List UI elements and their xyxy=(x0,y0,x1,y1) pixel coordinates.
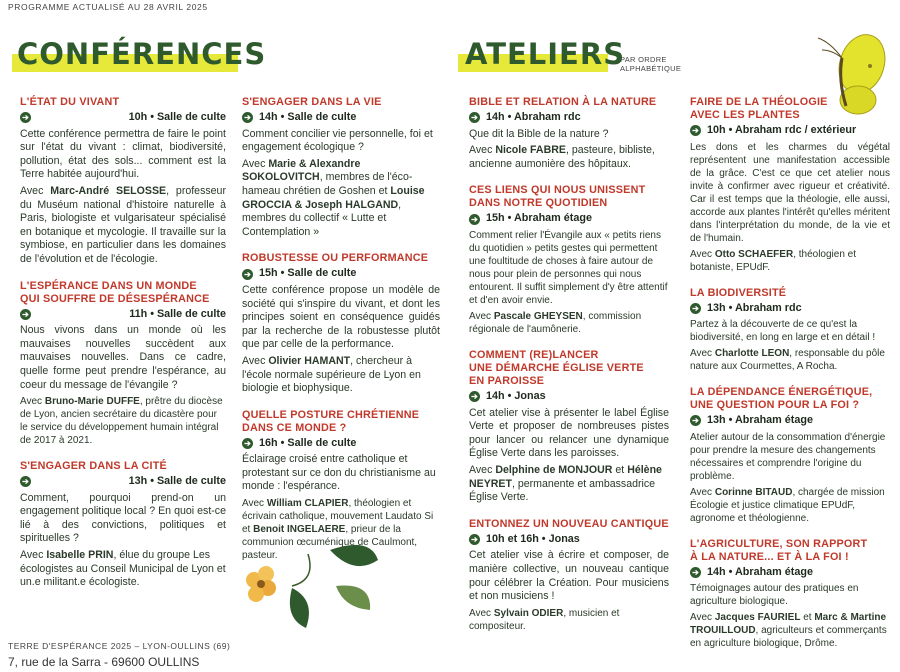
session-time: ➔ 14h • Jonas xyxy=(469,390,669,404)
arrow-icon: ➔ xyxy=(690,415,701,426)
session-time: ➔ 16h • Salle de culte xyxy=(242,437,440,451)
session-title: ENTONNEZ UN NOUVEAU CANTIQUE xyxy=(469,517,669,530)
conference-posture-chretienne xyxy=(242,409,440,562)
arrow-icon: ➔ xyxy=(469,391,480,402)
conference-robustesse xyxy=(242,252,440,395)
session-speakers: Avec Isabelle PRIN, élue du groupe Les écologistes au Conseil Municipal de Lyon et un.e militant.e écologiste. xyxy=(20,549,226,589)
session-speakers: Avec Sylvain ODIER, musicien et compositeur. xyxy=(469,607,620,632)
atelier-dependance-energetique xyxy=(690,386,890,525)
arrow-icon: ➔ xyxy=(469,534,480,545)
session-speakers: Avec Marc-André SELOSSE, professeur du Muséum national d'histoire naturelle à Paris, biologiste et vulgarisateur spécialisé en botanique et mycologie. Il travaille sur la symbiose, en particulier dans les domaines de l'évolution et de l'écologie. xyxy=(20,184,226,265)
session-description: Cet atelier vise à présenter le label Église Verte et proposer de nombreuses pistes pour lancer ou relancer une dynamique Église Verte dans les paroisses. xyxy=(469,406,669,460)
atelier-bible-nature xyxy=(469,96,669,171)
session-time: ➔ 11h • Salle de culte xyxy=(20,308,226,322)
session-time: ➔ 13h • Salle de culte xyxy=(20,475,226,489)
atelier-liens-quotidien xyxy=(469,184,669,336)
ateliers-column-2 xyxy=(690,96,890,663)
session-time: ➔ 13h • Abraham rdc xyxy=(690,302,890,316)
session-title: BIBLE ET RELATION À LA NATURE xyxy=(469,96,657,108)
ateliers-order-note: PAR ORDRE ALPHABÉTIQUE xyxy=(620,55,682,73)
session-time: ➔ 10h • Salle de culte xyxy=(20,111,226,125)
arrow-icon: ➔ xyxy=(690,567,701,578)
session-speakers: Avec Delphine de MONJOUR et Hélène NEYRET, permanente et ambassadrice Église Verte. xyxy=(469,463,662,504)
session-speakers: Avec Nicole FABRE, pasteure, bibliste, ancienne aumonière des hôpitaux. xyxy=(469,144,655,170)
session-time: ➔ 15h • Abraham étage xyxy=(469,212,669,226)
conference-engager-vie xyxy=(242,96,440,239)
ateliers-title: ATELIERS xyxy=(465,37,626,71)
session-description: Comment relier l'Évangile aux « petits riens du quotidien » petits gestes qui permettent une foultitude de choses à faire autour de nous pour plein de personnes qui nous entourent. Il suffit simplement d'y être attentif et d'en avoir envie. xyxy=(469,229,668,306)
session-time: ➔ 14h • Abraham étage xyxy=(690,566,890,580)
session-description: Éclairage croisé entre catholique et protestant sur ce don du christianisme au monde : l'espérance. xyxy=(242,453,436,493)
session-description: Partez à la découverte de ce qu'est la biodiversité, en long en large et en détail ! xyxy=(690,319,876,344)
session-speakers: Avec Jacques FAURIEL et Marc & Martine TROUILLOUD, agriculteurs et commerçants en agriculture biologique, Drôme. xyxy=(690,612,887,650)
atelier-cantique xyxy=(469,518,669,633)
conferences-column-1 xyxy=(20,96,226,603)
conferences-column-2 xyxy=(242,96,440,575)
session-time: ➔ 10h et 16h • Jonas xyxy=(469,533,669,547)
atelier-eglise-verte xyxy=(469,349,669,505)
session-speakers: Avec Corinne BITAUD, chargée de mission Écologie et justice climatique EPUdF, agronome et théologienne. xyxy=(690,486,885,524)
session-time: ➔ 14h • Salle de culte xyxy=(242,111,440,125)
session-description: Cette conférence permettra de faire le point sur l'état du vivant : climat, biodiversité, pollution, état des sols... comment est la Terre habitée aujourd'hui. xyxy=(20,127,226,181)
atelier-theologie-plantes xyxy=(690,96,890,274)
update-note: PROGRAMME ACTUALISÉ AU 28 AVRIL 2025 xyxy=(8,2,208,12)
conference-engager-cite xyxy=(20,460,226,590)
atelier-biodiversite xyxy=(690,287,890,374)
session-description: Comment, pourquoi prend-on un engagement politique local ? En quoi est-ce lié à des convictions, politiques et spirituelles ? xyxy=(20,491,226,545)
session-title: L'AGRICULTURE, SON RAPPORT À LA NATURE... ET À LA FOI ! xyxy=(690,537,868,563)
session-title: ROBUSTESSE OU PERFORMANCE xyxy=(242,252,429,265)
session-time: ➔ 10h • Abraham rdc / extérieur xyxy=(690,124,890,138)
session-title: QUELLE POSTURE CHRÉTIENNE DANS CE MONDE ? xyxy=(242,408,420,434)
session-description: Nous vivons dans un monde où les mauvaises nouvelles succèdent aux mauvaises nouvelles. Dans ce cadre, quelle forme peut prendre l'espérance, au coeur du message de l'évangile ? xyxy=(20,324,226,391)
session-title: S'ENGAGER DANS LA CITÉ xyxy=(20,460,167,473)
arrow-icon: ➔ xyxy=(690,303,701,314)
arrow-icon: ➔ xyxy=(469,112,480,123)
footer-event-name: TERRE D'ESPÉRANCE 2025 – LYON-OULLINS (69) xyxy=(8,641,231,651)
session-description: Atelier autour de la consommation d'énergie pour prendre la mesure des changements nécessaires et comprendre l'origine du problème. xyxy=(690,431,886,482)
session-time: ➔ 15h • Salle de culte xyxy=(242,267,440,281)
arrow-icon: ➔ xyxy=(20,112,31,123)
session-description: Que dit la Bible de la nature ? xyxy=(469,127,609,140)
session-speakers: Avec Bruno-Marie DUFFE, prêtre du diocèse de Lyon, ancien secrétaire du dicastère pour le service du développement humain intégral de 2017 à 2021. xyxy=(20,396,223,447)
session-title: COMMENT (RE)LANCER UNE DÉMARCHE ÉGLISE VERTE EN PAROISSE xyxy=(469,348,644,387)
atelier-agriculture xyxy=(690,538,890,651)
conferences-title: CONFÉRENCES xyxy=(17,37,267,71)
arrow-icon: ➔ xyxy=(20,476,31,487)
footer-address: 7, rue de la Sarra - 69600 OULLINS xyxy=(8,655,200,669)
session-speakers: Avec Pascale GHEYSEN, commission régionale de l'aumônerie. xyxy=(469,310,642,335)
session-title: LA DÉPENDANCE ÉNERGÉTIQUE, UNE QUESTION POUR LA FOI ? xyxy=(690,386,873,412)
session-description: Comment concilier vie personnelle, foi et engagement écologique ? xyxy=(242,127,433,154)
session-speakers: Avec Charlotte LEON, responsable du pôle nature aux Courmettes, A Rocha. xyxy=(690,348,885,373)
arrow-icon: ➔ xyxy=(469,214,480,225)
session-speakers: Avec Olivier HAMANT, chercheur à l'école normale supérieure de Lyon en biologie et biophysique. xyxy=(242,354,421,395)
session-time: ➔ 14h • Abraham rdc xyxy=(469,111,669,125)
session-title: CES LIENS QUI NOUS UNISSENT DANS NOTRE QUOTIDIEN xyxy=(469,184,646,210)
ateliers-column-1 xyxy=(469,96,669,646)
arrow-icon: ➔ xyxy=(20,309,31,320)
session-title: S'ENGAGER DANS LA VIE xyxy=(242,96,382,108)
session-title: L'ÉTAT DU VIVANT xyxy=(20,96,120,108)
session-speakers: Avec William CLAPIER, théologien et écrivain catholique, mouvement Laudato Si et Benoit INGELAERE, prieur de la communion œcuménique de Caulmont, pasteur. xyxy=(242,498,434,562)
session-speakers: Avec Otto SCHAEFER, théologien et botaniste, EPUdF. xyxy=(690,248,857,273)
conference-etat-du-vivant xyxy=(20,96,226,267)
arrow-icon: ➔ xyxy=(690,125,701,136)
arrow-icon: ➔ xyxy=(242,112,253,123)
session-speakers: Avec Marie & Alexandre SOKOLOVITCH, membres de l'éco-hameau chrétien de Goshen et Louise GROCCIA & Joseph HALGAND, membres du collectif « Lutte et Contemplation » xyxy=(242,157,425,238)
session-description: Témoignages autour des pratiques en agriculture biologique. xyxy=(690,583,859,608)
session-title: LA BIODIVERSITÉ xyxy=(690,286,787,299)
session-time: ➔ 13h • Abraham étage xyxy=(690,414,890,428)
session-title: L'ESPÉRANCE DANS UN MONDE QUI SOUFFRE DE DÉSESPÉRANCE xyxy=(20,279,210,305)
session-description: Cette conférence propose un modèle de société qui s'inspire du vivant, et dont les principes soient en conséquence guidés par la recherche de la robustesse plutôt que par celle de la performance. xyxy=(242,283,440,351)
arrow-icon: ➔ xyxy=(242,438,253,449)
session-description: Cet atelier vise à écrire et composer, de manière collective, un nouveau cantique pour célébrer la Création. Pour musiciens et non musiciens ! xyxy=(469,549,669,603)
arrow-icon: ➔ xyxy=(242,269,253,280)
session-description: Les dons et les charmes du végétal représentent une manifestation accessible de la grâce. C'est ce que cet atelier nous invite à confirmer avec rigueur et créativité. Car il est temps que la théologie, elle aussi, accorde aux plantes l'intérêt qu'elles méritent dans l'interprétation du monde, de la vie et de l'humain. xyxy=(690,141,890,244)
conference-esperance xyxy=(20,280,226,448)
session-title: FAIRE DE LA THÉOLOGIE AVEC LES PLANTES xyxy=(690,96,828,121)
